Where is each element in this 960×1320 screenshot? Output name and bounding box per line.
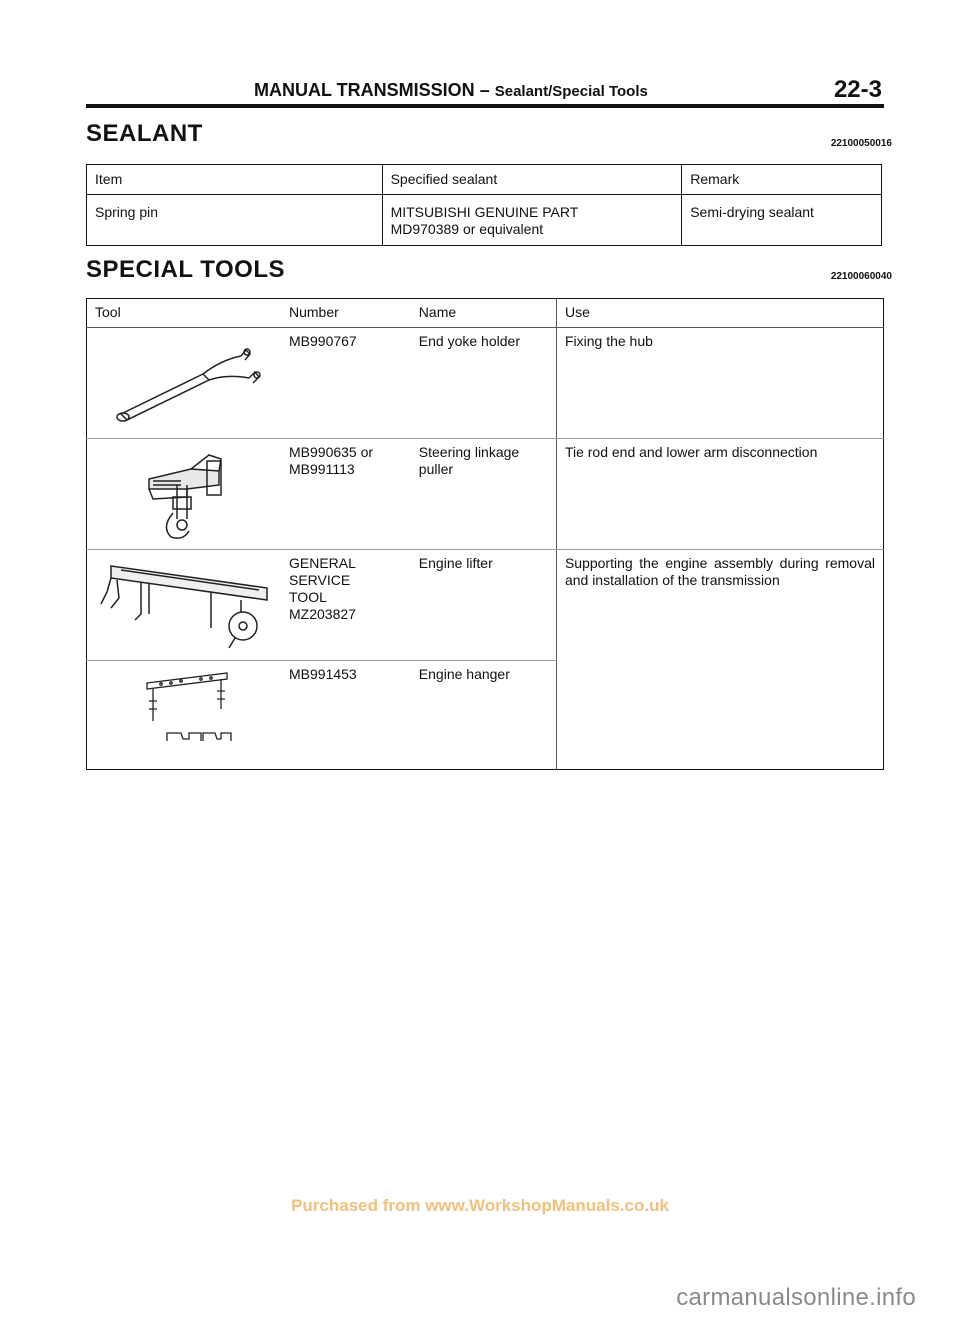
end-yoke-holder-illustration [91, 330, 277, 430]
tool-number-line: MZ203827 [289, 606, 356, 622]
special-tools-table [86, 298, 884, 770]
sealant-specified-line: MD970389 or equivalent [390, 221, 544, 237]
tool-number [281, 550, 411, 661]
tool-number-line: MB990635 or [289, 444, 374, 460]
sealant-code: 22100050016 [830, 138, 892, 149]
tools-header-row [87, 299, 884, 328]
tool-name-line: Steering linkage [418, 444, 520, 460]
column-header-number: Number [281, 299, 411, 328]
tool-name [411, 328, 557, 439]
column-header-tool: Tool [87, 299, 282, 328]
header-main-title: MANUAL TRANSMISSION [254, 80, 475, 100]
tool-illustration-cell [87, 550, 282, 661]
tool-name-line: End yoke holder [418, 333, 520, 349]
special-tools-heading: SPECIAL TOOLS [86, 256, 285, 283]
table-row [87, 195, 882, 246]
tool-number [281, 439, 411, 550]
sealant-specified-line: MITSUBISHI GENUINE PART [390, 204, 579, 220]
engine-lifter-illustration [91, 552, 277, 652]
column-header-use: Use [556, 299, 883, 328]
tool-number [281, 661, 411, 770]
table-row [87, 439, 884, 550]
sealant-heading: SEALANT [86, 120, 203, 147]
table-row [87, 328, 884, 439]
purchase-note: Purchased from www.WorkshopManuals.co.uk [291, 1196, 669, 1215]
sealant-item: Spring pin [87, 195, 383, 246]
tool-illustration-cell [87, 439, 282, 550]
tool-name [411, 550, 557, 661]
tool-number-line: TOOL [289, 589, 327, 605]
header-title [254, 80, 648, 101]
column-header-name: Name [411, 299, 557, 328]
tool-name [411, 439, 557, 550]
sealant-header-row [87, 165, 882, 195]
page-number: 22-3 [833, 76, 882, 103]
tool-illustration-cell [87, 661, 282, 770]
tool-illustration-cell [87, 328, 282, 439]
table-row [87, 550, 884, 661]
header-subtitle: Sealant/Special Tools [494, 83, 648, 100]
tool-number-line: GENERAL [289, 555, 356, 571]
sealant-specified [382, 195, 682, 246]
column-header-specified-sealant: Specified sealant [382, 165, 682, 195]
sealant-remark: Semi-drying sealant [682, 195, 882, 246]
page-header [86, 78, 884, 108]
column-header-remark: Remark [682, 165, 882, 195]
tool-name-line: Engine lifter [418, 555, 493, 571]
tool-name-line: Engine hanger [418, 666, 510, 682]
engine-hanger-illustration [91, 663, 277, 763]
tool-use: Supporting the engine assembly during removal and installation of the transmission [556, 550, 883, 770]
tool-number [281, 328, 411, 439]
tool-use: Tie rod end and lower arm disconnection [556, 439, 883, 550]
tool-number-line: MB990767 [289, 333, 357, 349]
column-header-item: Item [87, 165, 383, 195]
tool-name [411, 661, 557, 770]
tool-number-line: MB991113 [289, 461, 355, 477]
watermark: carmanualsonline.info [676, 1284, 916, 1311]
special-tools-code: 22100060040 [830, 271, 892, 282]
steering-linkage-puller-illustration [91, 441, 277, 541]
header-separator: – [479, 80, 490, 100]
tool-name-line: puller [418, 461, 454, 477]
sealant-table [86, 164, 882, 246]
tool-number-line: SERVICE [289, 572, 351, 588]
tool-number-line: MB991453 [289, 666, 357, 682]
tool-use: Fixing the hub [556, 328, 883, 439]
